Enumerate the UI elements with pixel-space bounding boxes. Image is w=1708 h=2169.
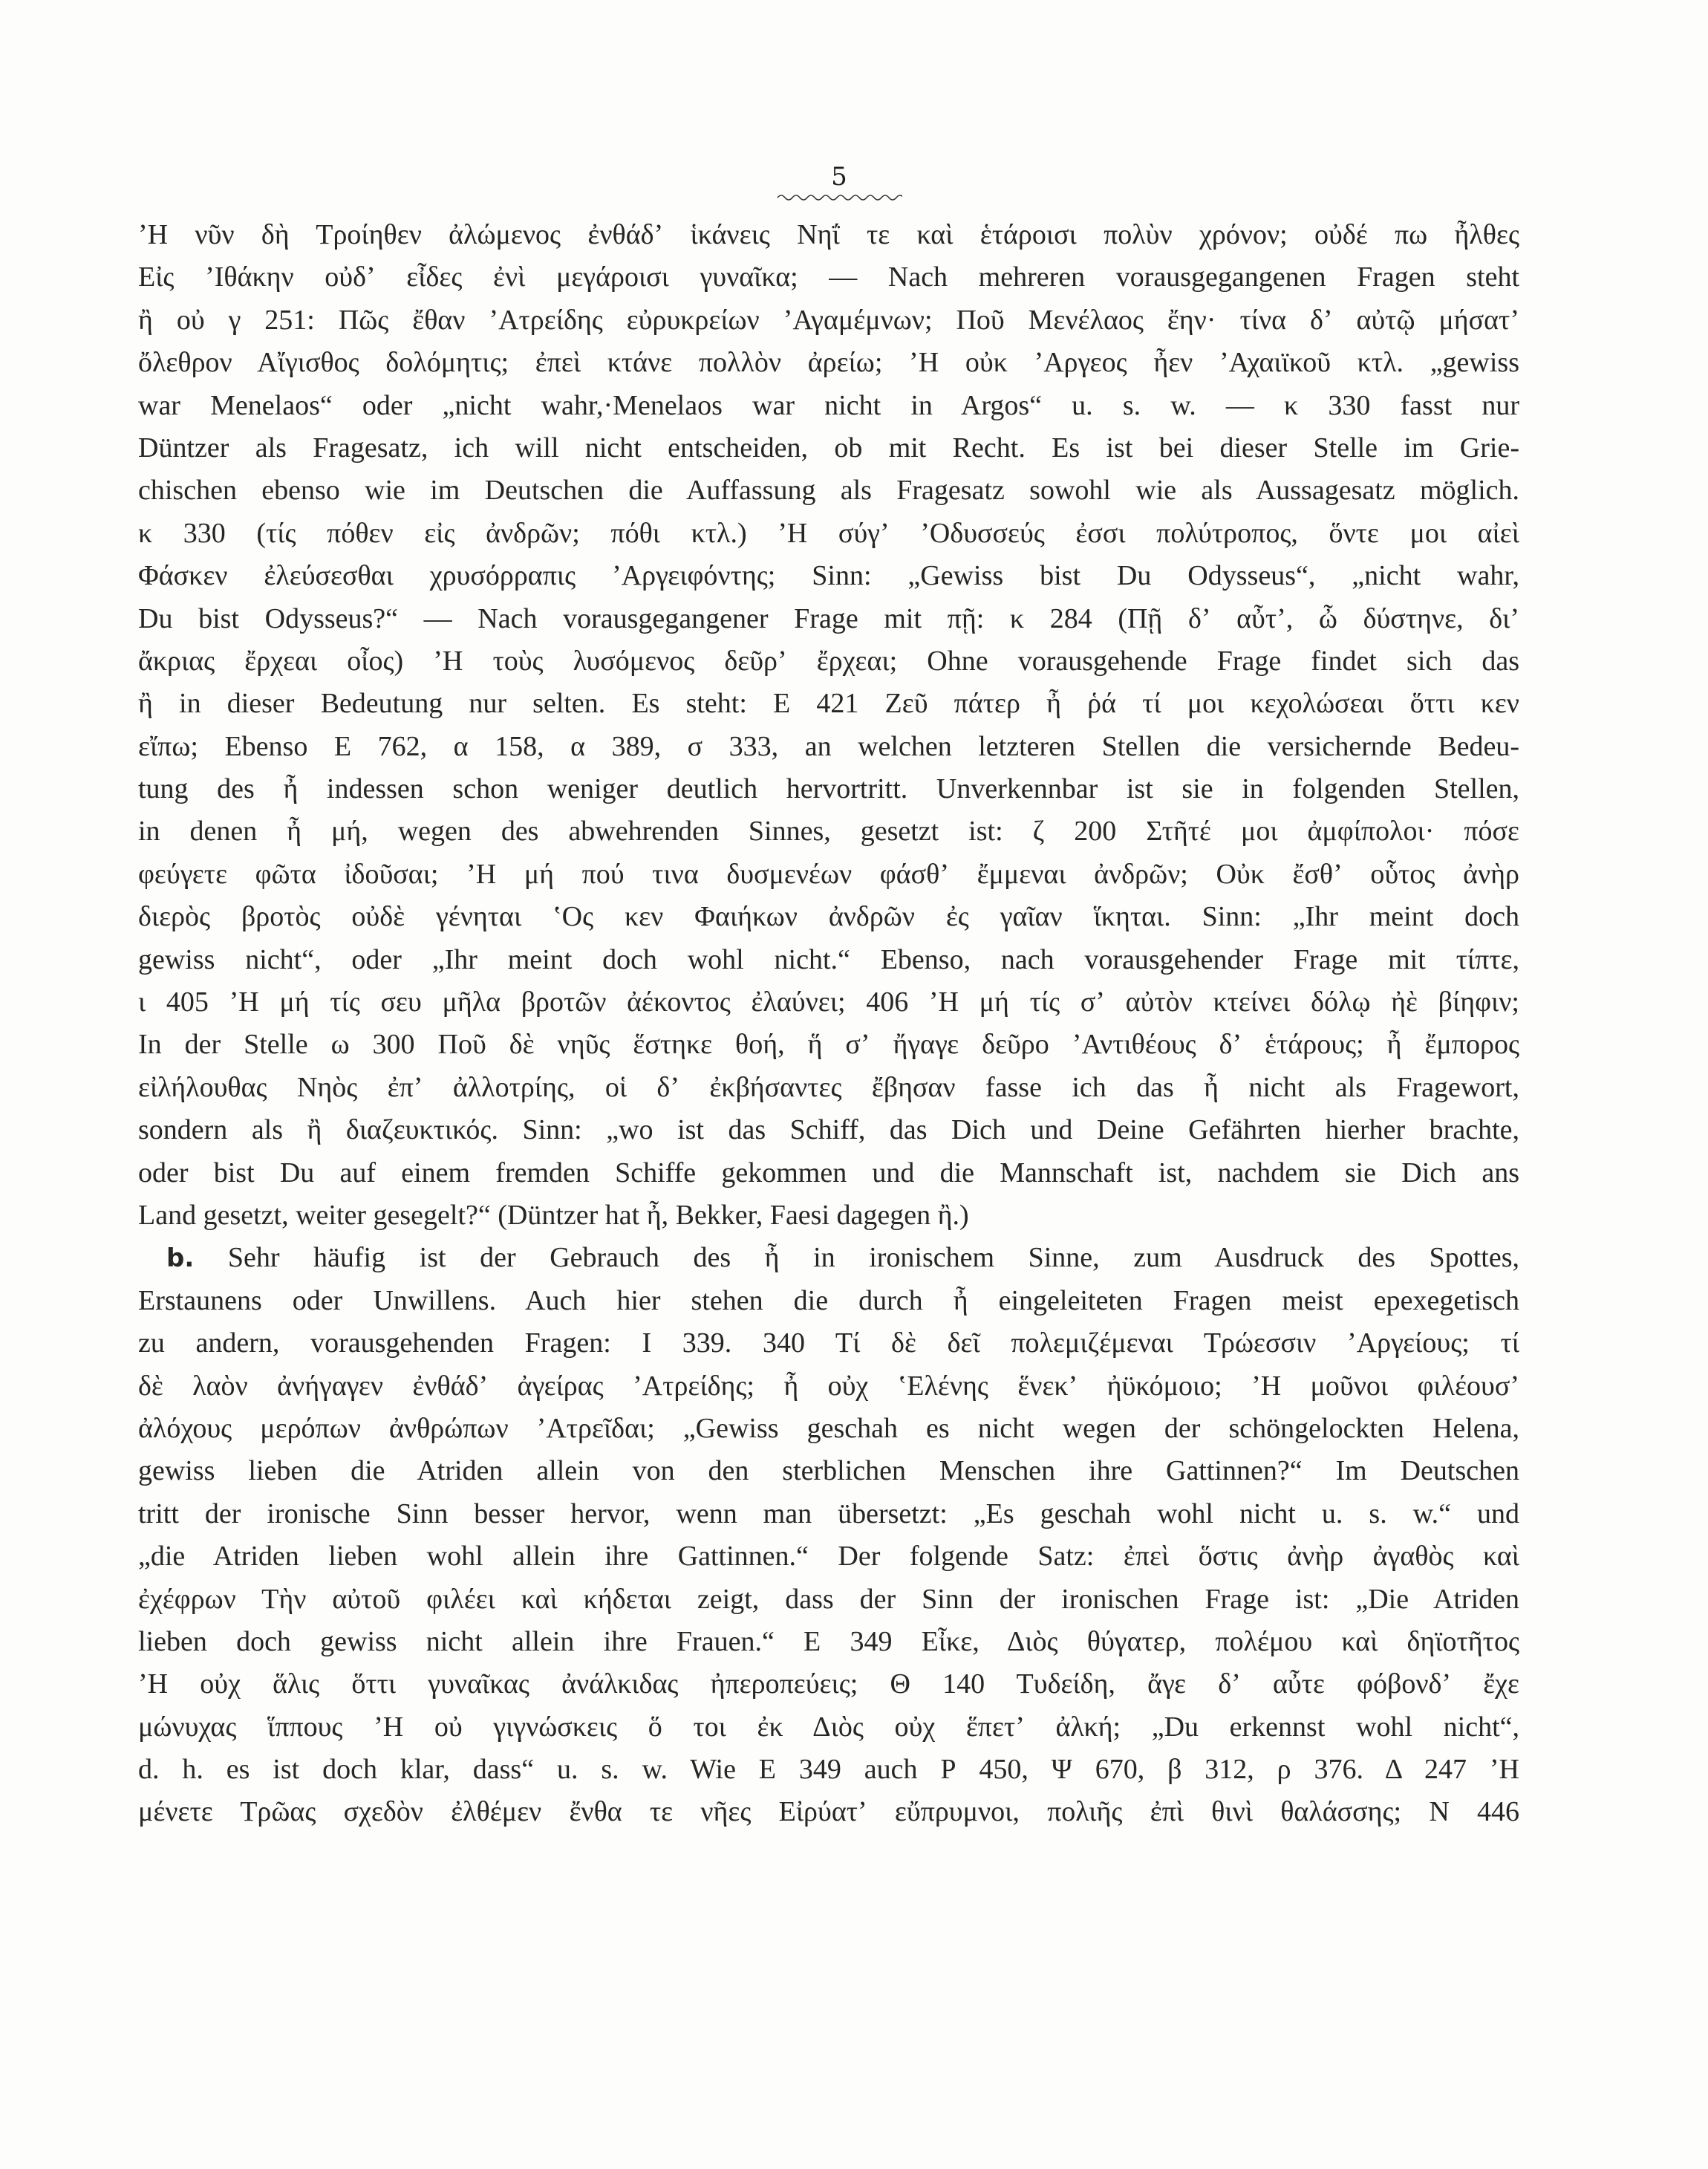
text-line: μένετε Τρῶας σχεδὸν ἐλθέμεν ἔνθα τε νῆες Εἰρύατʼ εὔπρυμνοι, πολιῆς ἐπὶ θινὶ θαλάσσης; Ν 446 — [138, 1796, 1519, 1828]
text-line: in denen ἦ μή, wegen des abwehrenden Sinnes, gesetzt ist: ζ 200 Στῆτέ μοι ἀμφίπολοι· πόσε — [138, 816, 1519, 848]
text-line: In der Stelle ω 300 Ποῦ δὲ νηῦς ἕστηκε θοή, ἥ σʼ ἤγαγε δεῦρο ʼΑντιθέους δʼ ἑτάρους; ἦ ἔμπορος — [138, 1029, 1519, 1061]
text-line: gewiss nicht“, oder „Ihr meint doch wohl nicht.“ Ebenso, nach vorausgehender Frage mit τίπτε, — [138, 943, 1519, 975]
text-line: εἴπω; Ebenso Ε 762, α 158, α 389, σ 333, an welchen letzteren Stellen die versichernde Bedeu- — [138, 730, 1519, 762]
text-line: d. h. es ist doch klar, dass“ u. s. w. Wie Ε 349 auch Ρ 450, Ψ 670, β 312, ρ 376. Δ 247 ʼΗ — [138, 1754, 1519, 1786]
text-line: Land gesetzt, weiter gesegelt?“ (Düntzer hat ἦ, Bekker, Faesi dagegen ἢ.) — [138, 1199, 969, 1231]
text-line-content: Sehr häufig ist der Gebrauch des ἦ in ironischem Sinne, zum Ausdruck des Spottes, — [227, 1242, 1519, 1274]
wavy-ornament-icon — [776, 193, 902, 202]
text-line: Du bist Odysseus?“ — Nach vorausgegangener Frage mit πῇ: κ 284 (Πῇ δʼ αὖτʼ, ὦ δύστηνε, διʼ — [138, 602, 1519, 634]
text-line: chischen ebenso wie im Deutschen die Auffassung als Fragesatz sowohl wie als Aussagesatz möglich. — [138, 475, 1519, 507]
text-line: ἢ οὐ γ 251: Πῶς ἔθαν ʼΑτρείδης εὐρυκρείων ʼΑγαμέμνων; Ποῦ Μενέλαος ἔην· τίνα δʼ αὐτῷ μήσατʼ — [138, 304, 1519, 336]
text-line: tung des ἦ indessen schon weniger deutlich hervortritt. Unverkennbar ist sie in folgenden Stellen, — [138, 773, 1519, 805]
page-header — [765, 162, 913, 202]
text-line: ὄλεθρον Αἴγισθος δολόμητις; ἐπεὶ κτάνε πολλὸν ἀρείω; ʼΗ οὐκ ʼΑργεος ἦεν ʼΑχαιϊκοῦ κτλ. „gewiss — [138, 347, 1519, 379]
paragraph-1 — [138, 214, 1519, 1237]
page-number: 5 — [831, 162, 847, 192]
text-line: διερὸς βροτὸς οὐδὲ γένηται ʽΟς κεν Φαιήκων ἀνδρῶν ἐς γαῖαν ἵκηται. Sinn: „Ihr meint doch — [138, 901, 1519, 933]
text-line: Düntzer als Fragesatz, ich will nicht entscheiden, ob mit Recht. Es ist bei dieser Stelle im Grie- — [138, 432, 1519, 464]
body-text — [138, 214, 1519, 1834]
text-line: oder bist Du auf einem fremden Schiffe gekommen und die Mannschaft ist, nachdem sie Dich ans — [138, 1157, 1519, 1188]
text-line: war Menelaos“ oder „nicht wahr,·Menelaos war nicht in Argos“ u. s. w. — κ 330 fasst nur — [138, 389, 1519, 421]
text-line: Erstaunens oder Unwillens. Auch hier stehen die durch ἦ eingeleiteten Fragen meist epexegetisch — [138, 1284, 1519, 1316]
text-line: ʼΗ οὐχ ἅλις ὅττι γυναῖκας ἀνάλκιδας ἠπεροπεύεις; Θ 140 Τυδείδη, ἄγε δʼ αὖτε φόβονδʼ ἔχε — [138, 1668, 1519, 1700]
text-line: „die Atriden lieben wohl allein ihre Gattinnen.“ Der folgende Satz: ἐπεὶ ὅστις ἀνὴρ ἀγαθὸς καὶ — [138, 1541, 1519, 1573]
text-line: sondern als ἢ διαζευκτικός. Sinn: „wo ist das Schiff, das Dich und Deine Gefährten hierher brachte, — [138, 1114, 1519, 1146]
text-line: ἢ in dieser Bedeutung nur selten. Es steht: Ε 421 Ζεῦ πάτερ ἦ ῥά τί μοι κεχολώσεαι ὅττι κεν — [138, 688, 1519, 720]
text-line: ἄκριας ἔρχεαι οἶος) ʼΗ τοὺς λυσόμενος δεῦρʼ ἔρχεαι; Ohne vorausgehende Frage findet sich das — [138, 645, 1519, 677]
text-line: ἀλόχους μερόπων ἀνθρώπων ʼΑτρεῖδαι; „Gewiss geschah es nicht wegen der schöngelockten Helena, — [138, 1412, 1519, 1444]
paragraph-2 — [138, 1237, 1519, 1833]
text-line: Εἰς ʼΙθάκην οὐδʼ εἶδες ἐνὶ μεγάροισι γυναῖκα; — Nach mehreren vorausgegangenen Fragen steht — [138, 261, 1519, 293]
text-line: ι 405 ʼΗ μή τίς σευ μῆλα βροτῶν ἀέκοντος ἐλαύνει; 406 ʼΗ μή τίς σʼ αὐτὸν κτείνει δόλῳ ἠὲ βίηφιν; — [138, 986, 1519, 1018]
section-marker: b. — [166, 1243, 195, 1274]
text-line: ἐχέφρων Τὴν αὐτοῦ φιλέει καὶ κήδεται zeigt, dass der Sinn der ironischen Frage ist: „Die Atriden — [138, 1583, 1519, 1615]
text-line: lieben doch gewiss nicht allein ihre Frauen.“ Ε 349 Εἶκε, Διὸς θύγατερ, πολέμου καὶ δηϊοτῆτος — [138, 1625, 1519, 1657]
text-line: εἰλήλουθας Νηὸς ἐπʼ ἀλλοτρίης, οἱ δʼ ἐκβήσαντες ἔβησαν fasse ich das ἦ nicht als Fragewort, — [138, 1071, 1519, 1103]
text-line: zu andern, vorausgehenden Fragen: Ι 339. 340 Τί δὲ δεῖ πολεμιζέμεναι Τρώεσσιν ʼΑργείους; τί — [138, 1327, 1519, 1359]
text-line: ʼΗ νῦν δὴ Τροίηθεν ἀλώμενος ἐνθάδʼ ἱκάνεις Νηΐ τε καὶ ἑτάροισι πολὺν χρόνον; οὐδέ πω ἦλθες — [138, 219, 1519, 250]
text-line — [138, 1237, 1519, 1279]
text-line: φεύγετε φῶτα ἰδοῦσαι; ʼΗ μή πού τινα δυσμενέων φάσθʼ ἔμμεναι ἀνδρῶν; Οὐκ ἔσθʼ οὗτος ἀνὴρ — [138, 858, 1519, 890]
text-line: δὲ λαὸν ἀνήγαγεν ἐνθάδʼ ἀγείρας ʼΑτρείδης; ἦ οὐχ ʽΕλένης ἕνεκʼ ἠϋκόμοιο; ʼΗ μοῦνοι φιλέουσʼ — [138, 1370, 1519, 1402]
text-line: tritt der ironische Sinn besser hervor, wenn man übersetzt: „Es geschah wohl nicht u. s. w.“ und — [138, 1498, 1519, 1529]
text-line: κ 330 (τίς πόθεν εἰς ἀνδρῶν; πόθι κτλ.) ʼΗ σύγʼ ʼΟδυσσεύς ἐσσι πολύτροπος, ὅντε μοι αἰεὶ — [138, 517, 1519, 549]
text-line: Φάσκεν ἐλεύσεσθαι χρυσόρραπις ʼΑργειφόντης; Sinn: „Gewiss bist Du Odysseus“, „nicht wahr, — [138, 560, 1519, 592]
text-line: μώνυχας ἵππους ʼΗ οὐ γιγνώσκεις ὅ τοι ἐκ Διὸς οὐχ ἕπετʼ ἀλκή; „Du erkennst wohl nicht“, — [138, 1711, 1519, 1743]
text-line: gewiss lieben die Atriden allein von den sterblichen Menschen ihre Gattinnen?“ Im Deutschen — [138, 1455, 1519, 1487]
